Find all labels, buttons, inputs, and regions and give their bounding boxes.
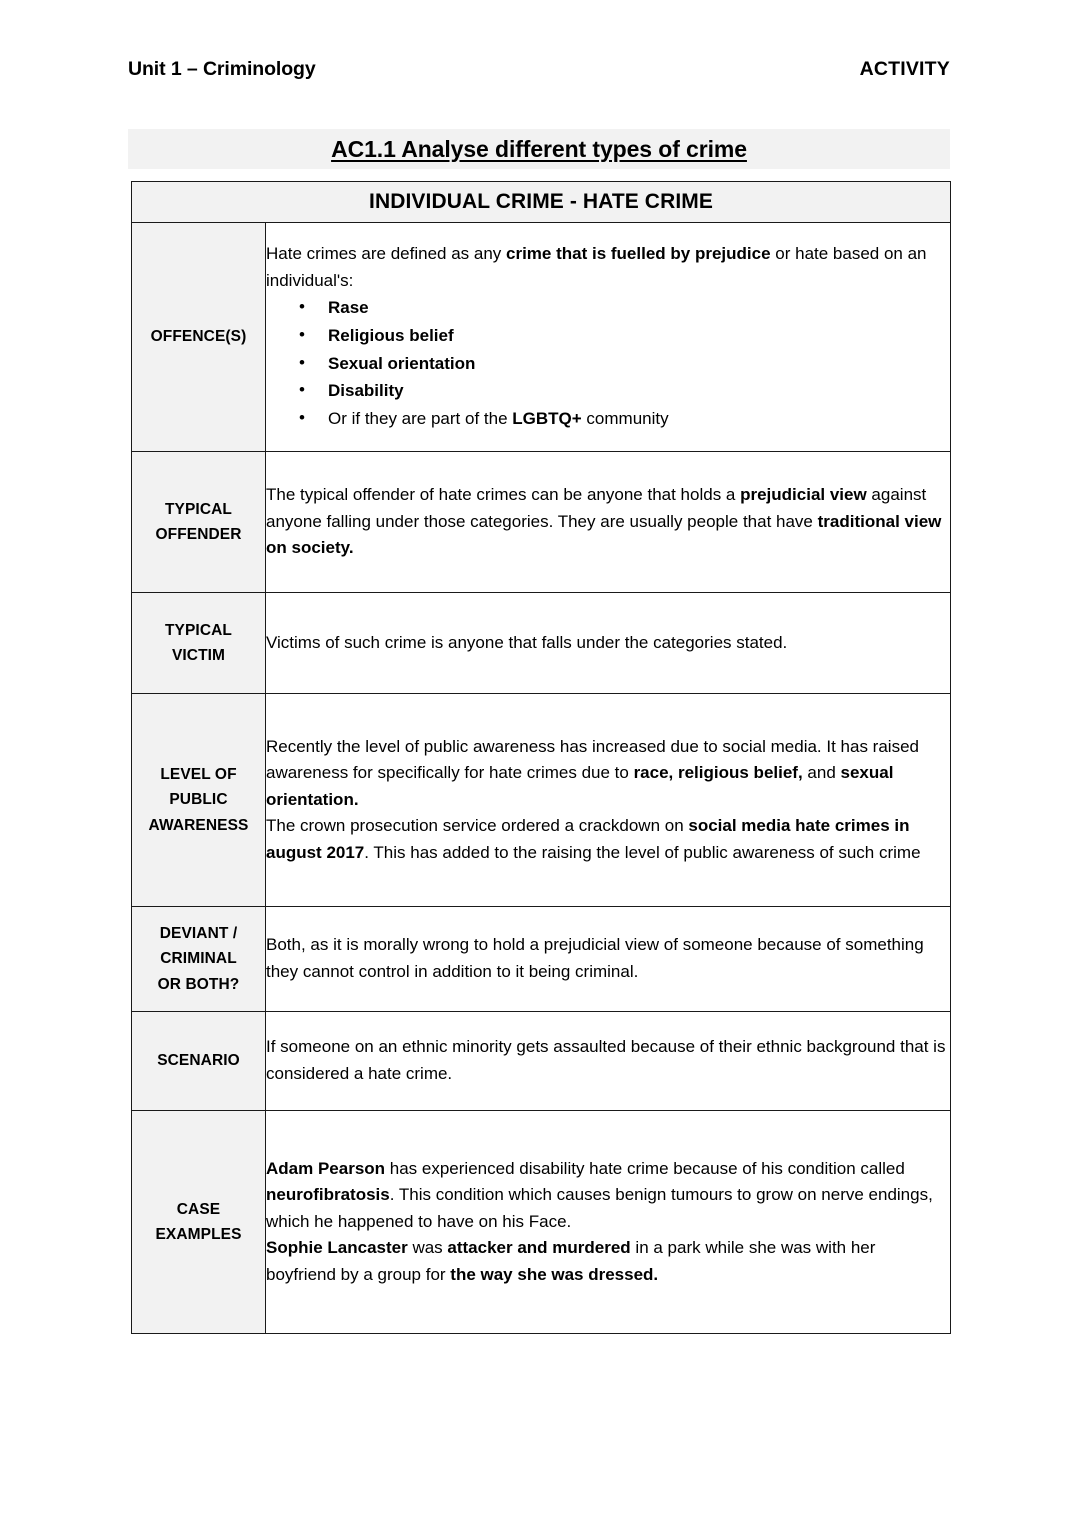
row-label-line-1: TYPICAL [164,621,232,639]
typical-offender-paragraph [266,482,950,562]
awareness-text-b: race, religious belief, [633,763,803,783]
scenario-paragraph: If someone on an ethnic minority gets assaulted because of their ethnic background that is considered a hate crime. [266,1037,946,1083]
table-row-offences [132,223,951,452]
row-content-typical-offender [266,452,951,593]
row-label-offences: OFFENCE(S) [132,223,266,452]
row-content-public-awareness [266,694,951,907]
table-header-row [132,182,951,223]
offences-intro [266,241,950,294]
table-row-scenario [132,1012,951,1111]
table-row-typical-offender [132,452,951,593]
table-row-typical-victim [132,593,951,694]
awareness-text-f: social media hate crimes in august 2017 [266,816,910,862]
awareness-text-d: sexual orientation. [266,763,894,809]
row-label-line-3: AWARENESS [148,816,249,834]
offences-intro-bold: crime that is fuelled by prejudice [506,244,771,264]
assessment-criterion-title: AC1.1 Analyse different types of crime [331,135,747,162]
bullet-plain-4: community [581,409,669,429]
case-text-d: . This condition which causes benign tumours to grow on nerve endings, which he happened to have on his Face. [266,1185,933,1231]
bullet-bold-0: Rase [328,298,369,318]
awareness-text-g: . This has added to the raising the level of public awareness of such crime [364,842,921,862]
offences-intro-a: Hate crimes are defined as any [266,244,507,264]
table-row-deviant-criminal [132,907,951,1012]
document-running-header [128,58,950,81]
bullet-bold-2: Sexual orientation [328,353,476,373]
awareness-text-e: The crown prosecution service ordered a crackdown on [266,816,689,836]
table-heading-cell: INDIVIDUAL CRIME - HATE CRIME [132,182,951,223]
table-row-case-examples [132,1111,951,1334]
assessment-criterion-band [128,129,950,169]
row-label-typical-victim [132,593,266,694]
bullet-bold-1: Religious belief [328,325,454,345]
awareness-text-a: Recently the level of public awareness has increased due to social media. It has raised awareness for specifically for hate crimes due to [266,736,919,783]
row-content-offences [266,223,951,452]
list-item [297,294,950,322]
row-content-typical-victim [266,593,951,694]
deviant-paragraph: Both, as it is morally wrong to hold a prejudicial view of someone because of something they cannot control in addition to it being criminal. [266,935,924,981]
offences-bullet-list [266,294,950,433]
row-label-line-1: CASE [176,1200,221,1218]
row-label-line-2: PUBLIC [169,791,228,809]
bullet-bold-3: Disability [328,381,404,401]
row-label-line-2: EXAMPLES [155,1226,242,1243]
case-paragraph-1 [266,1156,950,1236]
awareness-paragraph-1 [266,734,950,814]
list-item [297,322,950,350]
case-text-g: attacker and murdered [447,1238,631,1258]
bullet-bold-4: LGBTQ+ [512,409,582,429]
bullet-pre-4: Or if they are part of the [328,409,513,429]
row-label-line-2: VICTIM [171,647,226,664]
unit-title: Unit 1 – Criminology [128,58,316,80]
list-item [297,350,950,378]
offences-intro-c: or hate based on an individual's: [266,244,927,290]
typical-victim-paragraph: Victims of such crime is anyone that falls under the categories stated. [266,632,788,652]
row-label-public-awareness [132,694,266,907]
crime-analysis-table [131,181,951,1334]
activity-label: ACTIVITY [859,58,950,80]
awareness-paragraph-2 [266,813,950,866]
case-text-a: Adam Pearson [266,1158,386,1178]
case-paragraph-2 [266,1235,950,1288]
row-content-case-examples [266,1111,951,1334]
row-label-line-3: OR BOTH? [157,975,240,993]
offender-text-a: The typical offender of hate crimes can be anyone that holds a [266,485,741,505]
case-text-h: in a park while she was with her boyfriend by a group for [266,1238,876,1284]
table-row-public-awareness [132,694,951,907]
row-label-line-1: DEVIANT / [159,925,238,943]
case-text-b: has experienced disability hate crime because of his condition called [385,1158,905,1178]
row-label-case-examples [132,1111,266,1334]
list-item [297,405,950,433]
offender-text-d: traditional view on society. [266,511,942,558]
case-text-c: neurofibratosis [266,1185,390,1205]
awareness-text-c: and [802,763,841,783]
row-label-line-1: TYPICAL [164,500,232,518]
row-content-scenario [266,1012,951,1111]
case-text-f: was [407,1238,448,1258]
list-item [297,377,950,405]
row-content-deviant-criminal [266,907,951,1012]
case-text-e: Sophie Lancaster [266,1238,408,1258]
offender-text-c: against anyone falling under those categories. They are usually people that have [266,485,927,531]
row-label-typical-offender [132,452,266,593]
case-text-i: the way she was dressed. [450,1264,659,1284]
row-label-scenario: SCENARIO [132,1012,266,1111]
row-label-line-1: LEVEL OF [160,766,237,784]
row-label-deviant-criminal [132,907,266,1012]
offender-text-b: prejudicial view [740,485,867,505]
row-label-line-2: OFFENDER [155,526,242,543]
row-label-line-2: CRIMINAL [160,950,237,968]
